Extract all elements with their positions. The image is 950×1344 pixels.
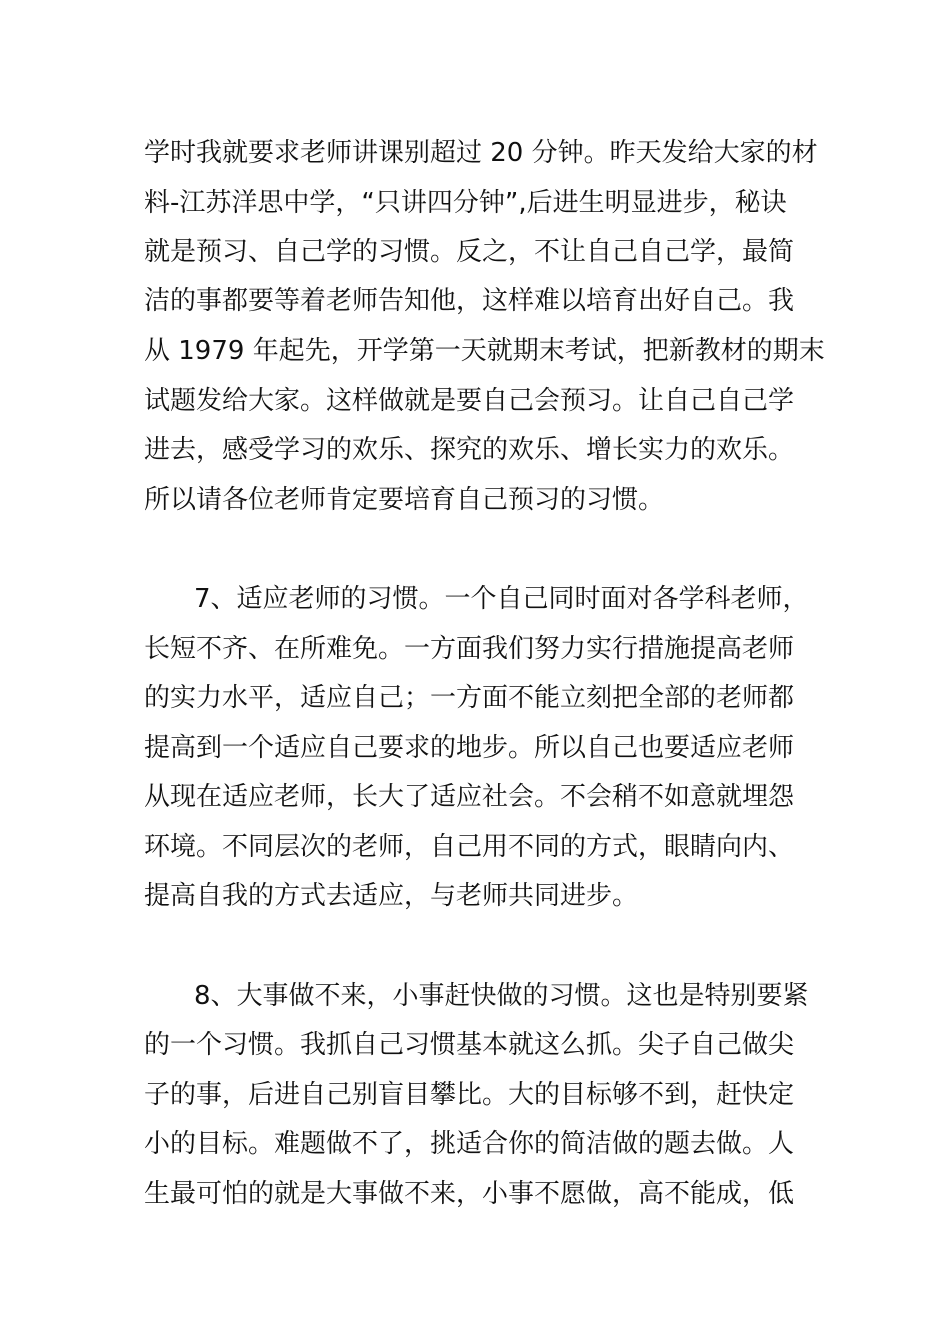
text-line: 8、大事做不来，小事赶快做的习惯。这也是特别要紧 bbox=[194, 981, 809, 1011]
text-line: 环境。不同层次的老师，自己用不同的方式，眼睛向内、 bbox=[144, 832, 795, 862]
text-line: 学时我就要求老师讲课别超过 20 分钟。昨天发给大家的材 bbox=[144, 138, 818, 168]
text-line: 试题发给大家。这样做就是要自己会预习。让自己自己学 bbox=[144, 386, 795, 416]
text-line: 所以请各位老师肯定要培育自己预习的习惯。 bbox=[144, 485, 665, 515]
text-line: 7、适应老师的习惯。一个自己同时面对各学科老师， bbox=[194, 584, 809, 614]
text-line: 子的事，后进自己别盲目攀比。大的目标够不到，赶快定 bbox=[144, 1080, 795, 1110]
text-line: 料-江苏洋思中学，“只讲四分钟”,后进生明显进步，秘诀 bbox=[144, 188, 787, 218]
text-line: 就是预习、自己学的习惯。反之，不让自己自己学，最简 bbox=[144, 237, 795, 267]
text-line: 生最可怕的就是大事做不来，小事不愿做，高不能成，低 bbox=[144, 1179, 795, 1209]
text-line: 进去，感受学习的欢乐、探究的欢乐、增长实力的欢乐。 bbox=[144, 435, 795, 465]
text-line: 提高自我的方式去适应，与老师共同进步。 bbox=[144, 881, 639, 911]
text-line: 长短不齐、在所难免。一方面我们努力实行措施提高老师 bbox=[144, 634, 795, 664]
text-line: 的实力水平，适应自己；一方面不能立刻把全部的老师都 bbox=[144, 683, 795, 713]
text-line: 从现在适应老师，长大了适应社会。不会稍不如意就埋怨 bbox=[144, 782, 795, 812]
text-line: 的一个习惯。我抓自己习惯基本就这么抓。尖子自己做尖 bbox=[144, 1030, 795, 1060]
text-line: 提高到一个适应自己要求的地步。所以自己也要适应老师 bbox=[144, 733, 795, 763]
text-line: 小的目标。难题做不了，挑适合你的简洁做的题去做。人 bbox=[144, 1129, 795, 1159]
text-line: 洁的事都要等着老师告知他，这样难以培育出好自己。我 bbox=[144, 286, 795, 316]
text-line: 从 1979 年起先，开学第一天就期末考试，把新教材的期末 bbox=[144, 336, 825, 366]
